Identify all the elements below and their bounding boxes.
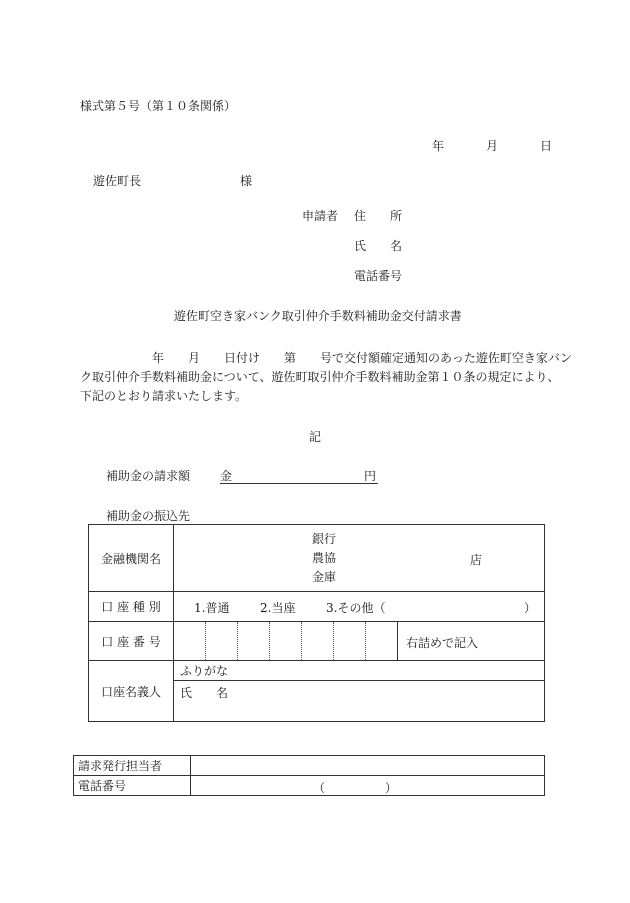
amount-field[interactable] xyxy=(220,467,378,487)
issuer-input-cell[interactable] xyxy=(191,756,545,776)
account-number-label: 口 座 番 号 xyxy=(101,634,161,649)
amount-suffix: 円 xyxy=(363,469,376,483)
digit-box[interactable] xyxy=(206,622,238,660)
institution-label-cell xyxy=(89,525,174,592)
account-type-futsu[interactable]: 1.普通 xyxy=(194,601,230,615)
institution-label: 金融機関名 xyxy=(100,551,161,566)
holder-name-label: 氏 名 xyxy=(180,686,229,700)
applicant-address-label: 住 所 xyxy=(354,209,403,223)
recipient-honorific: 様 xyxy=(240,174,253,188)
issuer-label: 請求発行担当者 xyxy=(78,759,163,773)
institution-cell[interactable] xyxy=(174,525,545,592)
holder-label-cell xyxy=(89,661,174,722)
number-note: 右詰めで記入 xyxy=(406,636,479,650)
date-year: 年 xyxy=(432,139,445,153)
digit-box[interactable] xyxy=(302,622,334,660)
digit-box[interactable] xyxy=(238,622,270,660)
account-type-label-cell xyxy=(89,592,174,622)
body-line-1: 年 月 日付け 第 号で交付額確定通知のあった遊佐町空き家バン xyxy=(80,351,572,365)
date-month: 月 xyxy=(486,139,499,153)
recipient-name: 遊佐町長 xyxy=(93,174,142,188)
applicant-name-label: 氏 名 xyxy=(354,239,403,253)
body-line-3: 下記のとおり請求いたします。 xyxy=(80,389,248,403)
digit-box[interactable] xyxy=(174,622,206,660)
phone-label-cell xyxy=(74,776,191,796)
bank-table xyxy=(88,524,545,722)
amount-prefix: 金 xyxy=(220,469,233,483)
digit-box[interactable] xyxy=(334,622,366,660)
document-title: 遊佐町空き家バンク取引仲介手数料補助金交付請求書 xyxy=(174,309,462,323)
inst-type-shinkin: 金庫 xyxy=(312,570,337,584)
furigana-cell[interactable] xyxy=(174,661,545,681)
phone-parens: （ ） xyxy=(313,781,398,795)
contact-table xyxy=(73,755,545,796)
inst-type-ja: 農協 xyxy=(312,551,337,565)
applicant-label: 申請者 xyxy=(302,209,339,223)
branch-label: 店 xyxy=(470,553,483,567)
account-type-other[interactable]: 3.その他（ xyxy=(326,601,386,615)
transfer-label: 補助金の振込先 xyxy=(106,509,191,523)
phone-label: 電話番号 xyxy=(78,779,127,793)
amount-label: 補助金の請求額 xyxy=(106,469,191,483)
account-number-boxes[interactable] xyxy=(174,622,544,660)
account-number-cell[interactable] xyxy=(174,622,545,661)
issuer-label-cell xyxy=(74,756,191,776)
account-number-label-cell xyxy=(89,622,174,661)
account-type-touza[interactable]: 2.当座 xyxy=(260,601,296,615)
form-number: 様式第５号（第１０条関係） xyxy=(80,99,237,113)
account-type-label: 口 座 種 別 xyxy=(101,600,161,614)
holder-name-cell[interactable] xyxy=(174,681,545,722)
digit-box[interactable] xyxy=(270,622,302,660)
date-day: 日 xyxy=(540,139,553,153)
account-type-other-close: ） xyxy=(524,601,537,615)
furigana-label: ふりがな xyxy=(180,664,229,678)
account-type-cell[interactable] xyxy=(174,592,545,622)
holder-label: 口座名義人 xyxy=(100,684,161,699)
phone-input-cell[interactable] xyxy=(191,776,545,796)
applicant-phone-label: 電話番号 xyxy=(354,269,403,283)
ki-heading: 記 xyxy=(309,430,322,444)
inst-type-bank: 銀行 xyxy=(312,532,337,546)
digit-box[interactable] xyxy=(366,622,398,660)
body-line-2: ク取引仲介手数料補助金について、遊佐町取引仲介手数料補助金第１０条の規定により、 xyxy=(80,370,560,384)
